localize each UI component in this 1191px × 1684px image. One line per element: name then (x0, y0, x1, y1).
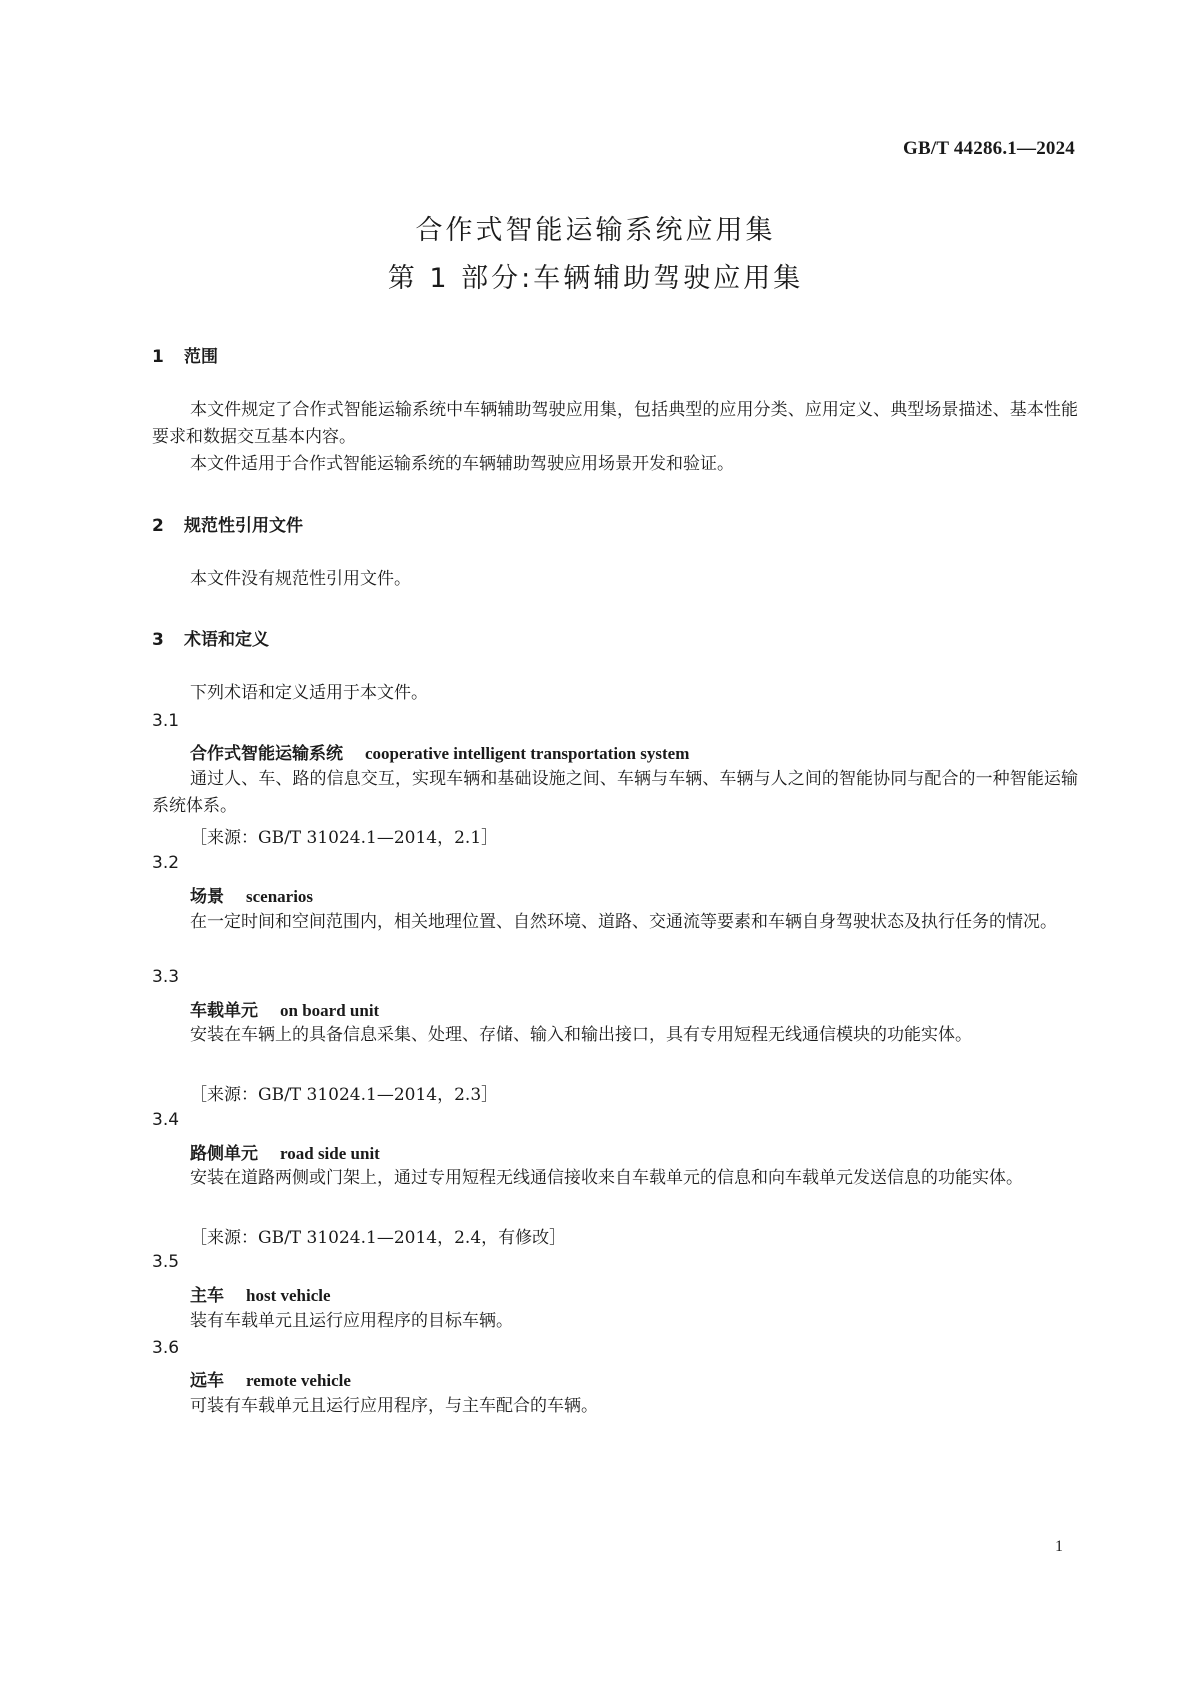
term-definition: 通过人、车、路的信息交互，实现车辆和基础设施之间、车辆与车辆、车辆与人之间的智能协同与配合的一种智能运输系统体系。 (152, 769, 1078, 816)
term-definition: 安装在车辆上的具备信息采集、处理、存储、输入和输出接口，具有专用短程无线通信模块的功能实体。 (190, 1025, 972, 1045)
clause-number: 3.5 (152, 1252, 180, 1272)
term-definition: 在一定时间和空间范围内，相关地理位置、自然环境、道路、交通流等要素和车辆自身驾驶状态及执行任务的情况。 (190, 912, 1057, 932)
term-entry (190, 739, 689, 764)
term-english: host vehicle (246, 1286, 331, 1305)
term-english: cooperative intelligent transportation system (365, 744, 690, 763)
clause-number: 3.2 (152, 853, 180, 873)
term-chinese: 场景 (190, 887, 224, 907)
section-number: 2 (152, 516, 164, 536)
document-title: 合作式智能运输系统应用集 (415, 215, 776, 246)
term-entry (190, 1281, 331, 1306)
term-chinese: 远车 (190, 1371, 224, 1391)
term-definition: 安装在道路两侧或门架上，通过专用短程无线通信接收来自车载单元的信息和向车载单元发送信息的功能实体。 (190, 1168, 1023, 1188)
clause-number: 3.6 (152, 1338, 180, 1358)
term-definition: 装有车载单元且运行应用程序的目标车辆。 (190, 1311, 513, 1331)
term-entry (190, 882, 313, 907)
section-heading-terms (152, 625, 269, 650)
term-source: ［来源：GB/T 31024.1—2014，2.3］ (190, 1085, 499, 1105)
term-definition: 可装有车载单元且运行应用程序，与主车配合的车辆。 (190, 1396, 598, 1416)
term-english: remote vehicle (246, 1371, 351, 1390)
paragraph: 本文件没有规范性引用文件。 (190, 569, 411, 589)
document-subtitle: 第 1 部分:车辆辅助驾驶应用集 (387, 263, 804, 294)
paragraph: 本文件适用于合作式智能运输系统的车辆辅助驾驶应用场景开发和验证。 (190, 454, 734, 474)
term-entry (190, 1139, 380, 1164)
term-chinese: 主车 (190, 1286, 224, 1306)
section-heading-scope (152, 342, 218, 367)
section-title: 术语和定义 (184, 630, 269, 650)
term-chinese: 车载单元 (190, 1001, 258, 1021)
paragraph: 下列术语和定义适用于本文件。 (190, 683, 428, 703)
section-heading-normative-references (152, 511, 303, 536)
term-source: ［来源：GB/T 31024.1—2014，2.1］ (190, 828, 499, 848)
term-english: on board unit (280, 1001, 380, 1020)
clause-number: 3.1 (152, 711, 180, 731)
page-number: 1 (1055, 1538, 1063, 1555)
clause-number: 3.3 (152, 967, 180, 987)
term-chinese: 合作式智能运输系统 (190, 744, 343, 764)
section-number: 3 (152, 630, 164, 650)
term-chinese: 路侧单元 (190, 1144, 258, 1164)
term-english: scenarios (246, 887, 314, 906)
term-entry (190, 996, 379, 1021)
document-code: GB/T 44286.1—2024 (903, 138, 1075, 159)
clause-number: 3.4 (152, 1110, 180, 1130)
paragraph: 本文件规定了合作式智能运输系统中车辆辅助驾驶应用集，包括典型的应用分类、应用定义、典型场景描述、基本性能要求和数据交互基本内容。 (152, 400, 1078, 447)
term-source: ［来源：GB/T 31024.1—2014，2.4，有修改］ (190, 1228, 567, 1248)
term-entry (190, 1366, 351, 1391)
term-english: road side unit (280, 1144, 380, 1163)
section-number: 1 (152, 347, 164, 367)
section-title: 规范性引用文件 (184, 516, 303, 536)
section-title: 范围 (184, 347, 218, 367)
